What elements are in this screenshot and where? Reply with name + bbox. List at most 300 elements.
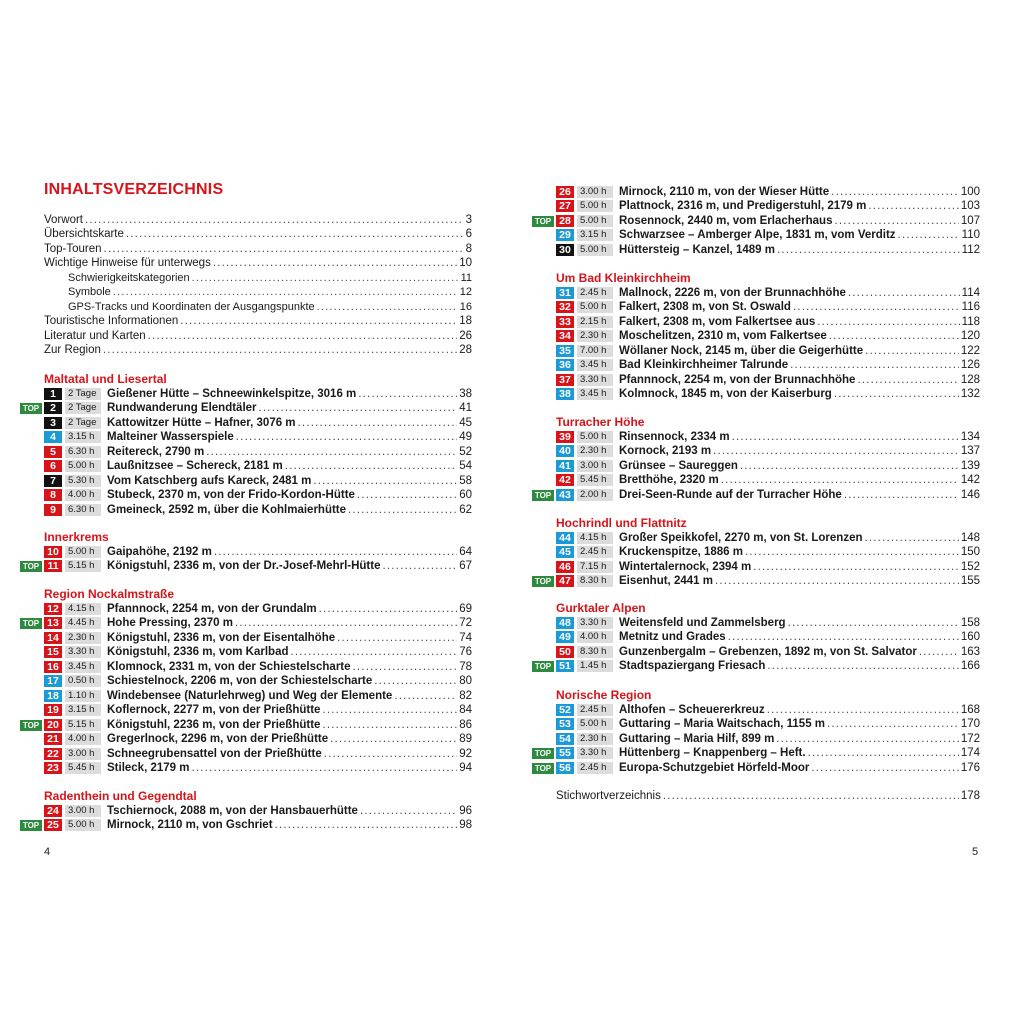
page-ref: 163: [960, 645, 980, 658]
page-ref: 69: [459, 603, 472, 615]
dot-leader: [322, 718, 457, 732]
tour-number-badge: 20: [44, 719, 62, 731]
entry-label: GPS-Tracks und Koordinaten der Ausgangspunkte: [68, 300, 315, 313]
toc-tour-entry[interactable]: [44, 459, 472, 473]
tour-title: Mirnock, 2110 m, von Gschriet: [107, 819, 273, 832]
top-tour-badge: TOP: [532, 216, 554, 227]
dot-leader: [192, 271, 459, 285]
tour-title: Eisenhut, 2441 m: [619, 575, 713, 588]
dot-leader: [394, 689, 457, 703]
page-ref: 72: [459, 617, 472, 630]
tour-number-badge: 23: [44, 762, 62, 774]
tour-title: Laußnitzsee – Schereck, 2181 m: [107, 460, 283, 473]
dot-leader: [663, 789, 959, 803]
page-ref: 139: [960, 459, 980, 472]
tour-duration: 2.45 h: [577, 704, 613, 716]
entry-label: Übersichtskarte: [44, 228, 124, 241]
toc-tour-entry[interactable]: [44, 674, 472, 688]
tour-title: Koflernock, 2277 m, von der Prießhütte: [107, 704, 321, 717]
toc-tour-entry[interactable]: [44, 761, 472, 775]
dot-leader: [317, 300, 458, 314]
dot-leader: [113, 285, 458, 299]
tour-number-badge: 26: [556, 186, 574, 198]
tour-title: Metnitz und Grades: [619, 631, 726, 644]
top-tour-badge: TOP: [532, 763, 554, 774]
tour-title: Gmeineck, 2592 m, über die Kohlmaierhütte: [107, 503, 347, 516]
page-ref: 49: [459, 431, 472, 444]
toc-tour-entry[interactable]: [556, 574, 980, 588]
dot-leader: [236, 430, 457, 444]
tour-duration: 5.00 h: [577, 215, 613, 227]
tour-title: Königstuhl, 2336 m, von der Eisentalhöhe: [107, 631, 336, 644]
tour-title: Guttaring – Maria Hilf, 899 m: [619, 732, 775, 745]
toc-tour-entry[interactable]: [556, 430, 980, 444]
toc-tour-entry[interactable]: [44, 631, 472, 645]
dot-leader: [753, 560, 959, 574]
page-ref: 67: [459, 560, 472, 573]
page-ref: 96: [459, 805, 472, 817]
tour-duration: 5.00 h: [65, 546, 101, 558]
tour-number-badge: 4: [44, 431, 62, 443]
page-ref: 10: [459, 257, 472, 270]
dot-leader: [357, 488, 457, 502]
tour-title: Stubeck, 2370 m, von der Frido-Kordon-Hütte: [107, 489, 355, 502]
tour-number-badge: 50: [556, 646, 574, 658]
page-ref: 100: [960, 186, 980, 198]
toc-tour-entry[interactable]: [556, 545, 980, 559]
tour-duration: 7.15 h: [577, 561, 613, 573]
dot-leader: [898, 228, 960, 242]
dot-leader: [275, 818, 458, 832]
dot-leader: [348, 503, 457, 517]
page-ref: 178: [960, 790, 980, 802]
tour-duration: 3.30 h: [65, 646, 101, 658]
toc-tour-entry[interactable]: [556, 560, 980, 574]
toc-entry[interactable]: [68, 271, 472, 285]
toc-tour-entry[interactable]: [556, 344, 980, 358]
dot-leader: [103, 343, 457, 357]
toc-tour-entry[interactable]: [44, 488, 472, 502]
toc-tour-entry[interactable]: [44, 503, 472, 517]
tour-duration: 5.00 h: [577, 431, 613, 443]
toc-tour-entry[interactable]: [44, 818, 472, 832]
tour-duration: 2.30 h: [577, 733, 613, 745]
tour-duration: 1.10 h: [65, 690, 101, 702]
toc-tour-entry[interactable]: [44, 645, 472, 659]
tour-title: Althofen – Scheuererkreuz: [619, 704, 765, 716]
tour-duration: 5.30 h: [65, 475, 101, 487]
tour-duration: 5.15 h: [65, 719, 101, 731]
toc-tour-entry[interactable]: [44, 718, 472, 732]
tour-title: Stadtspaziergang Friesach: [619, 660, 766, 673]
page-number-right: 5: [972, 846, 979, 858]
tour-title: Gießener Hütte – Schneewinkelspitze, 3016 m: [107, 388, 357, 400]
page-ref: 89: [459, 733, 472, 746]
tour-duration: 3.00 h: [65, 805, 101, 817]
dot-leader: [777, 243, 960, 257]
tour-number-badge: 31: [556, 287, 574, 299]
tour-title: Hüttersteig – Kanzel, 1489 m: [619, 243, 775, 256]
tour-number-badge: 3: [44, 417, 62, 429]
tour-duration: 2.30 h: [577, 445, 613, 457]
section-heading: Region Nockalmstraße: [44, 587, 175, 601]
page-ref: 107: [960, 214, 980, 227]
toc-tour-entry[interactable]: [556, 373, 980, 387]
page-ref: 54: [459, 460, 472, 473]
page-ref: 8: [465, 242, 472, 255]
tour-number-badge: 21: [44, 733, 62, 745]
toc-tour-entry[interactable]: [556, 444, 980, 458]
page-ref: 137: [960, 445, 980, 458]
entry-label: Stichwortverzeichnis: [556, 790, 661, 802]
page-ref: 120: [960, 330, 980, 343]
toc-tour-entry[interactable]: [44, 602, 472, 616]
tour-title: Rosennock, 2440 m, vom Erlacherhaus: [619, 214, 833, 227]
tour-number-badge: 16: [44, 661, 62, 673]
toc-tour-entry[interactable]: [44, 559, 472, 573]
page-title: INHALTSVERZEICHNIS: [44, 181, 224, 198]
toc-tour-entry[interactable]: [44, 445, 472, 459]
tour-number-badge: 46: [556, 561, 574, 573]
tour-duration: 5.00 h: [577, 244, 613, 256]
page-ref: 11: [460, 271, 472, 284]
tour-duration: 3.15 h: [65, 431, 101, 443]
dot-leader: [235, 616, 457, 630]
tour-number-badge: 48: [556, 617, 574, 629]
tour-title: Reitereck, 2790 m: [107, 445, 205, 458]
tour-number-badge: 7: [44, 475, 62, 487]
tour-title: Falkert, 2308 m, vom Falkertsee aus: [619, 315, 816, 328]
tour-number-badge: 24: [44, 805, 62, 817]
tour-number-badge: 12: [44, 603, 62, 615]
tour-number-badge: 33: [556, 316, 574, 328]
dot-leader: [259, 401, 458, 415]
tour-title: Europa-Schutzgebiet Hörfeld-Moor: [619, 761, 810, 774]
tour-title: Hüttenberg – Knappenberg – Heft.: [619, 747, 806, 760]
section-heading: Innerkrems: [44, 530, 109, 544]
tour-duration: 2 Tage: [65, 402, 101, 414]
dot-leader: [382, 559, 457, 573]
page-ref: 122: [960, 344, 980, 357]
tour-title: Schwarzsee – Amberger Alpe, 1831 m, vom Verditz: [619, 229, 896, 242]
dot-leader: [827, 717, 959, 731]
entry-label: Top-Touren: [44, 242, 102, 255]
dot-leader: [788, 616, 959, 630]
tour-title: Gaipahöhe, 2192 m: [107, 546, 212, 558]
page-ref: 146: [960, 488, 980, 501]
tour-duration: 0.50 h: [65, 675, 101, 687]
page-ref: 103: [960, 200, 980, 213]
tour-duration: 5.00 h: [577, 718, 613, 730]
dot-leader: [732, 430, 959, 444]
tour-duration: 5.45 h: [65, 762, 101, 774]
tour-number-badge: 25: [44, 819, 62, 831]
toc-tour-entry[interactable]: [556, 473, 980, 487]
dot-leader: [213, 256, 457, 270]
tour-title: Klomnock, 2331 m, von der Schiestelscharte: [107, 660, 351, 673]
dot-leader: [713, 444, 959, 458]
toc-tour-entry[interactable]: [44, 401, 472, 415]
dot-leader: [324, 747, 457, 761]
tour-duration: 4.00 h: [65, 733, 101, 745]
toc-tour-entry[interactable]: [44, 387, 472, 401]
dot-leader: [848, 286, 960, 300]
toc-tour-entry[interactable]: [44, 545, 472, 559]
page-ref: 174: [960, 747, 980, 760]
page-ref: 41: [459, 402, 472, 415]
toc-tour-entry[interactable]: [556, 243, 980, 257]
tour-duration: 1.45 h: [577, 660, 613, 672]
toc-entry[interactable]: [44, 343, 472, 357]
page-ref: 118: [961, 315, 980, 328]
tour-number-badge: 47: [556, 575, 574, 587]
toc-tour-entry[interactable]: [44, 430, 472, 444]
dot-leader: [104, 242, 464, 256]
tour-title: Gunzenbergalm – Grebenzen, 1892 m, von St. Salvator: [619, 645, 917, 658]
tour-duration: 2 Tage: [65, 417, 101, 429]
tour-duration: 4.00 h: [577, 631, 613, 643]
tour-title: Weitensfeld und Zammelsberg: [619, 617, 786, 629]
page-ref: 148: [960, 532, 980, 544]
toc-tour-entry[interactable]: [556, 717, 980, 731]
toc-tour-entry[interactable]: [556, 630, 980, 644]
top-tour-badge: TOP: [20, 561, 42, 572]
page-ref: 38: [459, 388, 472, 400]
toc-tour-entry[interactable]: [556, 645, 980, 659]
tour-duration: 3.45 h: [577, 359, 613, 371]
tour-title: Wöllaner Nock, 2145 m, über die Geigerhütte: [619, 344, 864, 357]
tour-number-badge: 19: [44, 704, 62, 716]
tour-duration: 5.00 h: [65, 460, 101, 472]
page-ref: 155: [960, 575, 980, 588]
toc-tour-entry[interactable]: [44, 689, 472, 703]
tour-duration: 6.30 h: [65, 504, 101, 516]
tour-number-badge: 49: [556, 631, 574, 643]
tour-number-badge: 1: [44, 388, 62, 400]
toc-tour-entry[interactable]: [556, 358, 980, 372]
page-ref: 64: [459, 546, 472, 558]
toc-entry[interactable]: [68, 285, 472, 299]
entry-label: Literatur und Karten: [44, 329, 146, 342]
tour-title: Kattowitzer Hütte – Hafner, 3076 m: [107, 416, 296, 429]
dot-leader: [126, 227, 464, 241]
dot-leader: [793, 300, 960, 314]
tour-title: Hohe Pressing, 2370 m: [107, 617, 233, 630]
tour-number-badge: 9: [44, 504, 62, 516]
toc-entry[interactable]: [68, 300, 472, 314]
page-ref: 80: [459, 675, 472, 688]
tour-number-badge: 44: [556, 532, 574, 544]
toc-entry[interactable]: [44, 256, 472, 270]
tour-duration: 3.30 h: [577, 747, 613, 759]
dot-leader: [322, 703, 457, 717]
section-heading: Turracher Höhe: [556, 415, 645, 429]
dot-leader: [148, 329, 458, 343]
tour-title: Großer Speikkofel, 2270 m, von St. Lorenzen: [619, 532, 863, 544]
tour-title: Gregerlnock, 2296 m, von der Prießhütte: [107, 733, 329, 746]
entry-label: Zur Region: [44, 344, 101, 357]
toc-entry[interactable]: [556, 789, 980, 803]
dot-leader: [180, 314, 457, 328]
tour-number-badge: 22: [44, 748, 62, 760]
toc-tour-entry[interactable]: [44, 474, 472, 488]
toc-tour-entry[interactable]: [556, 531, 980, 545]
tour-number-badge: 32: [556, 301, 574, 313]
entry-label: Schwierigkeitskategorien: [68, 271, 190, 284]
tour-duration: 4.15 h: [65, 603, 101, 615]
toc-tour-entry[interactable]: [556, 488, 980, 502]
tour-number-badge: 11: [44, 560, 62, 572]
toc-tour-entry[interactable]: [556, 315, 980, 329]
tour-number-badge: 28: [556, 215, 574, 227]
dot-leader: [85, 213, 464, 227]
tour-title: Wintertalernock, 2394 m: [619, 560, 752, 573]
toc-tour-entry[interactable]: [556, 459, 980, 473]
dot-leader: [330, 732, 457, 746]
dot-leader: [728, 630, 959, 644]
tour-title: Stileck, 2179 m: [107, 761, 190, 774]
tour-title: Windebensee (Naturlehrweg) und Weg der Elemente: [107, 689, 393, 702]
tour-number-badge: 17: [44, 675, 62, 687]
dot-leader: [337, 631, 457, 645]
tour-title: Kolmnock, 1845 m, von der Kaiserburg: [619, 388, 832, 401]
tour-duration: 2 Tage: [65, 388, 101, 400]
page-ref: 76: [459, 646, 472, 659]
tour-duration: 4.15 h: [577, 532, 613, 544]
tour-number-badge: 18: [44, 690, 62, 702]
toc-tour-entry[interactable]: [44, 732, 472, 746]
tour-duration: 2.30 h: [577, 330, 613, 342]
tour-duration: 5.00 h: [577, 301, 613, 313]
tour-title: Kruckenspitze, 1886 m: [619, 546, 744, 559]
tour-duration: 5.45 h: [577, 474, 613, 486]
tour-title: Mirnock, 2110 m, von der Wieser Hütte: [619, 186, 830, 198]
toc-tour-entry[interactable]: [556, 214, 980, 228]
dot-leader: [865, 531, 959, 545]
page-ref: 128: [960, 373, 980, 386]
entry-label: Symbole: [68, 286, 111, 299]
tour-duration: 5.00 h: [65, 819, 101, 831]
tour-duration: 8.30 h: [577, 646, 613, 658]
toc-tour-entry[interactable]: [556, 732, 980, 746]
page-ref: 110: [961, 229, 980, 242]
toc-tour-entry[interactable]: [44, 703, 472, 717]
top-tour-badge: TOP: [20, 820, 42, 831]
tour-number-badge: 45: [556, 546, 574, 558]
tour-title: Drei-Seen-Runde auf der Turracher Höhe: [619, 488, 842, 501]
toc-entry[interactable]: [44, 329, 472, 343]
top-tour-badge: TOP: [532, 748, 554, 759]
section-heading: Maltatal und Liesertal: [44, 372, 167, 386]
dot-leader: [353, 660, 458, 674]
page-ref: 58: [459, 474, 472, 487]
tour-number-badge: 2: [44, 402, 62, 414]
toc-entry[interactable]: [44, 213, 472, 227]
section-heading: Hochrindl und Flattnitz: [556, 516, 687, 530]
tour-duration: 5.00 h: [577, 200, 613, 212]
tour-number-badge: 30: [556, 244, 574, 256]
tour-title: Schneegrubensattel von der Prießhütte: [107, 747, 322, 760]
dot-leader: [790, 358, 959, 372]
page-ref: 112: [961, 243, 980, 256]
tour-title: Königstuhl, 2336 m, vom Karlbad: [107, 646, 289, 659]
tour-number-badge: 8: [44, 489, 62, 501]
toc-tour-entry[interactable]: [556, 659, 980, 673]
tour-number-badge: 35: [556, 345, 574, 357]
toc-tour-entry[interactable]: [556, 746, 980, 760]
tour-title: Kornock, 2193 m: [619, 445, 712, 458]
tour-title: Rundwanderung Elendtäler: [107, 402, 257, 415]
toc-tour-entry[interactable]: [556, 300, 980, 314]
dot-leader: [191, 761, 457, 775]
tour-duration: 3.00 h: [577, 460, 613, 472]
dot-leader: [715, 574, 959, 588]
toc-tour-entry[interactable]: [556, 228, 980, 242]
toc-tour-entry[interactable]: [44, 804, 472, 818]
page-ref: 45: [459, 416, 472, 429]
entry-label: Vorwort: [44, 214, 83, 226]
page-ref: 114: [961, 287, 980, 299]
toc-entry[interactable]: [44, 314, 472, 328]
dot-leader: [740, 459, 959, 473]
section-heading: Radenthein und Gegendtal: [44, 789, 197, 803]
tour-duration: 2.45 h: [577, 546, 613, 558]
tour-title: Moschelitzen, 2310 m, vom Falkertsee: [619, 330, 827, 343]
page-ref: 126: [960, 359, 980, 372]
toc-tour-entry[interactable]: [44, 616, 472, 630]
toc-entry[interactable]: [44, 242, 472, 256]
toc-tour-entry[interactable]: [556, 761, 980, 775]
top-tour-badge: TOP: [20, 618, 42, 629]
dot-leader: [285, 459, 457, 473]
page-ref: 94: [459, 761, 472, 774]
toc-tour-entry[interactable]: [44, 747, 472, 761]
page-ref: 98: [459, 819, 472, 832]
dot-leader: [808, 746, 959, 760]
tour-duration: 2.30 h: [65, 632, 101, 644]
dot-leader: [358, 387, 457, 401]
tour-number-badge: 27: [556, 200, 574, 212]
dot-leader: [767, 703, 959, 717]
toc-tour-entry[interactable]: [556, 387, 980, 401]
toc-entry[interactable]: [44, 227, 472, 241]
toc-tour-entry[interactable]: [556, 286, 980, 300]
tour-title: Königstuhl, 2236 m, von der Prießhütte: [107, 718, 321, 731]
page-number-left: 4: [44, 846, 51, 858]
toc-tour-entry[interactable]: [44, 416, 472, 430]
page-ref: 78: [459, 660, 472, 673]
tour-duration: 7.00 h: [577, 345, 613, 357]
toc-tour-entry[interactable]: [556, 199, 980, 213]
toc-tour-entry[interactable]: [556, 703, 980, 717]
dot-leader: [374, 674, 457, 688]
tour-title: Falkert, 2308 m, von St. Oswald: [619, 301, 791, 314]
dot-leader: [834, 387, 959, 401]
toc-tour-entry[interactable]: [556, 616, 980, 630]
tour-number-badge: 13: [44, 617, 62, 629]
toc-tour-entry[interactable]: [556, 329, 980, 343]
dot-leader: [721, 473, 959, 487]
tour-number-badge: 34: [556, 330, 574, 342]
tour-number-badge: 53: [556, 718, 574, 730]
page-ref: 150: [960, 546, 980, 559]
toc-tour-entry[interactable]: [44, 660, 472, 674]
tour-number-badge: 52: [556, 704, 574, 716]
page-ref: 84: [459, 704, 472, 717]
tour-title: Vom Katschberg aufs Kareck, 2481 m: [107, 474, 312, 487]
toc-tour-entry[interactable]: [556, 185, 980, 199]
dot-leader: [844, 488, 959, 502]
